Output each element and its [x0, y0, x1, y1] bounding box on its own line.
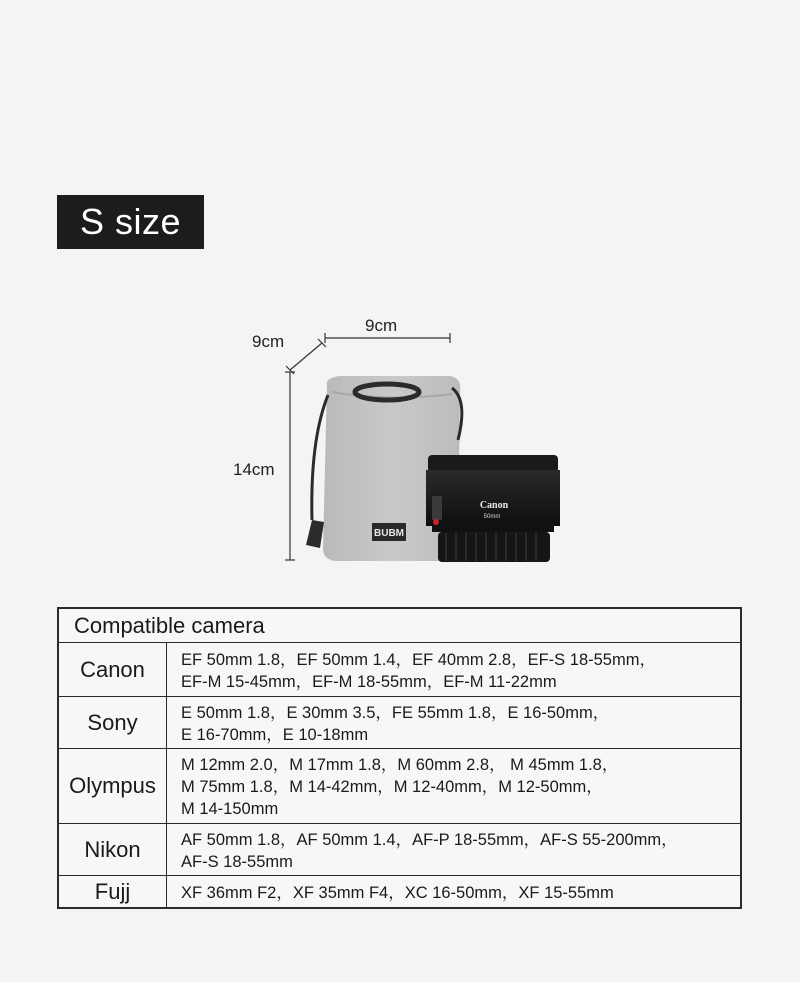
brand-cell-nikon: Nikon [59, 824, 167, 875]
table-row [59, 876, 740, 907]
models-cell-nikon: AF 50mm 1.8，AF 50mm 1.4，AF-P 18-55mm，AF-S 55-200mm， AF-S 18-55mm [181, 830, 678, 871]
lens [426, 455, 560, 562]
compatibility-table [57, 607, 742, 909]
brand-cell-sony: Sony [59, 697, 167, 748]
table-row [59, 749, 740, 824]
brand-cell-olympus: Olympus [59, 749, 167, 823]
pouch-logo: BUBM [374, 528, 404, 539]
table-header: Compatible camera [59, 609, 740, 643]
dimension-height-label: 14cm [233, 460, 275, 479]
brand-cell-fujj: Fujj [59, 876, 167, 907]
table-row [59, 643, 740, 697]
lens-brand: Canon [479, 500, 509, 511]
models-cell-sony: E 50mm 1.8，E 30mm 3.5，FE 55mm 1.8，E 16-50mm， E 16-70mm，E 10-18mm [181, 703, 610, 744]
table-row [59, 824, 740, 876]
models-cell-olympus: M 12mm 2.0，M 17mm 1.8，M 60mm 2.8， M 45mm 1.8， M 75mm 1.8，M 14-42mm，M 12-40mm，M 12-50mm， M 14-150mm [181, 756, 619, 818]
dimension-depth-label: 9cm [252, 332, 285, 351]
dimension-width-label: 9cm [365, 316, 398, 335]
size-badge: S size [57, 195, 204, 249]
models-cell-canon: EF 50mm 1.8，EF 50mm 1.4，EF 40mm 2.8，EF-S 18-55mm， EF-M 15-45mm，EF-M 18-55mm，EF-M 11-22mm [181, 650, 656, 691]
lens-focal: 50mm [483, 514, 501, 520]
brand-cell-canon: Canon [59, 643, 167, 696]
table-row [59, 697, 740, 749]
models-cell-fujj: XF 36mm F2，XF 35mm F4，XC 16-50mm，XF 15-55mm [181, 883, 614, 902]
